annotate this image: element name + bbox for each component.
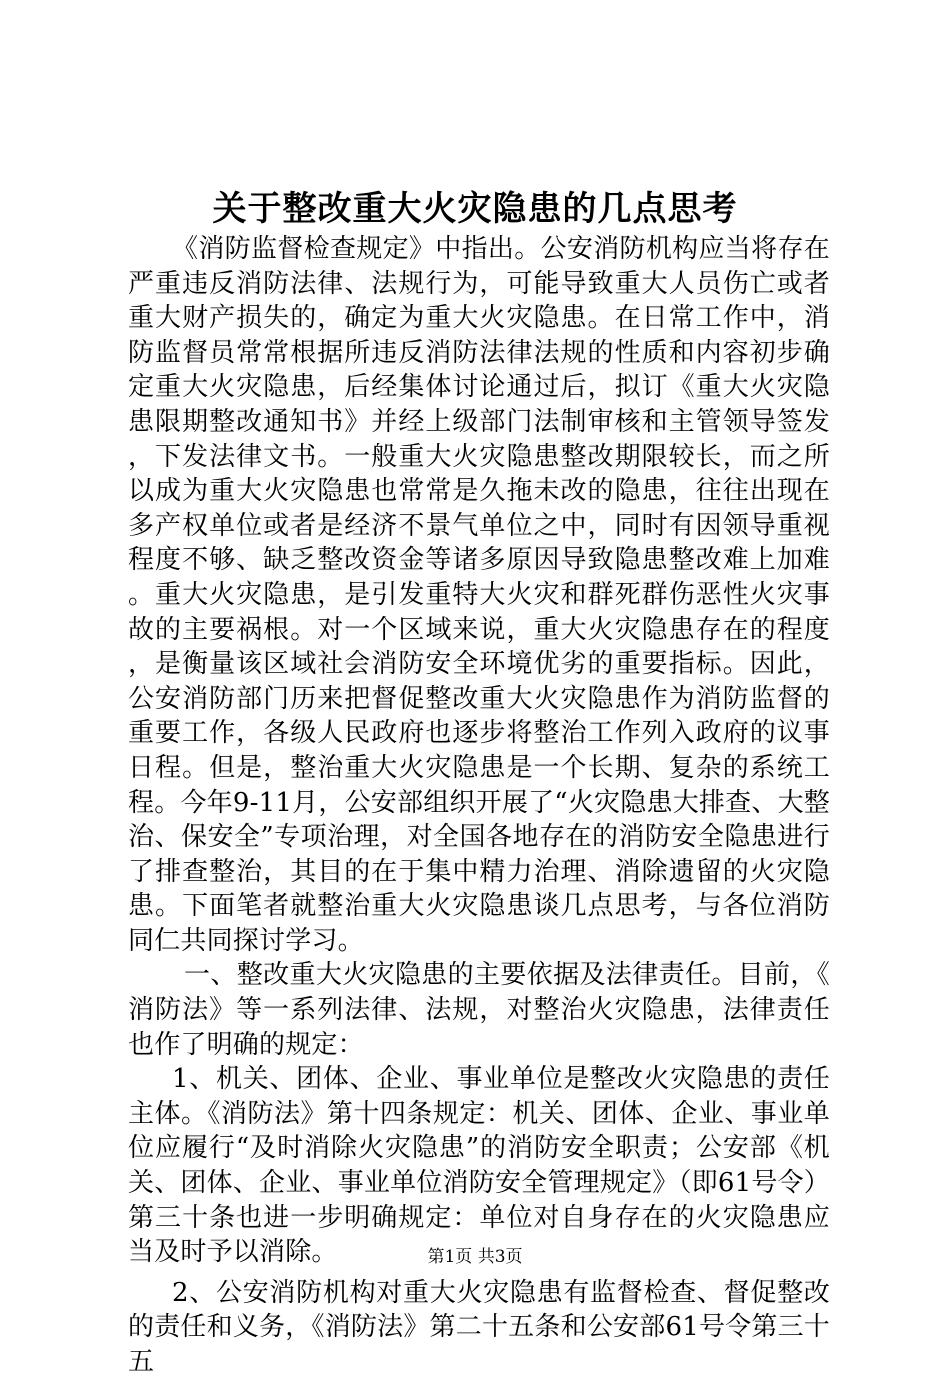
document-title: 关于整改重大火灾隐患的几点思考 bbox=[212, 189, 738, 229]
paragraph-item-1: 1、机关、团体、企业、事业单位是整改火灾隐患的责任主体。《消防法》第十四条规定：机关、团体、企业、事业单位应履行“及时消除火灾隐患”的消防安全职责；公安部《机关、团体、企业、事业单位消防安全管理规定》（即61号令）第三十条也进一步明确规定：单位对自身存在的火灾隐患应当及时予以消除。 bbox=[128, 1064, 830, 1268]
paragraph-intro: 《消防监督检查规定》中指出。公安消防机构应当将存在严重违反消防法律、法规行为，可能导致重大人员伤亡或者重大财产损失的，确定为重大火灾隐患。在日常工作中，消防监督员常常根据所违反消防法律法规的性质和内容初步确定重大火灾隐患，后经集体讨论通过后，拟订《重大火灾隐患限期整改通知书》并经上级部门法制审核和主管领导签发，下发法律文书。一般重大火灾隐患整改期限较长，而之所以成为重大火灾隐患也常常是久拖未改的隐患，往往出现在多产权单位或者是经济不景气单位之中，同时有因领导重视程度不够、缺乏整改资金等诸多原因导致隐患整改难上加难。重大火灾隐患，是引发重特大火灾和群死群伤恶性火灾事故的主要祸根。对一个区域来说，重大火灾隐患存在的程度，是衡量该区域社会消防安全环境优劣的重要指标。因此，公安消防部门历来把督促整改重大火灾隐患作为消防监督的重要工作，各级人民政府也逐步将整治工作列入政府的议事日程。但是，整治重大火灾隐患是一个长期、复杂的系统工程。今年9-11月，公安部组织开展了“火灾隐患大排查、大整治、保安全”专项治理，对全国各地存在的消防安全隐患进行了排查整治，其目的在于集中精力治理、消除遗留的火灾隐患。下面笔者就整治重大火灾隐患谈几点思考，与各位消防同仁共同探讨学习。 bbox=[128, 234, 830, 956]
page-number-footer: 第1页 共3页 bbox=[427, 1247, 523, 1267]
document-body bbox=[128, 232, 830, 1380]
paragraph-item-2: 2、公安消防机构对重大火灾隐患有监督检查、督促整改的责任和义务，《消防法》第二十五条和公安部61号令第三十五 bbox=[128, 1277, 830, 1377]
paragraph-section-1-heading: 一、整改重大火灾隐患的主要依据及法律责任。目前，《消防法》等一系列法律、法规，对整治火灾隐患，法律责任也作了明确的规定： bbox=[128, 960, 830, 1060]
